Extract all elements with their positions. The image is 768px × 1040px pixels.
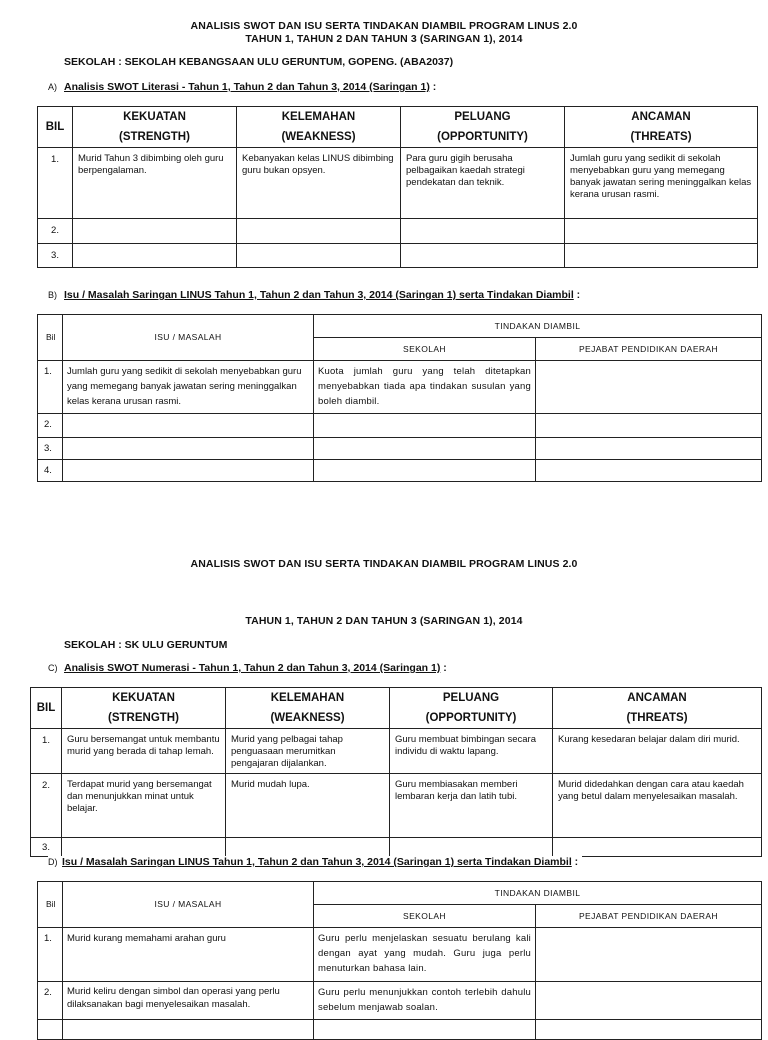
threats-cell: [553, 838, 762, 857]
opportunity-cell: Guru membuat bimbingan secara individu di waktu lapang.: [390, 729, 553, 774]
table-row: [38, 414, 762, 438]
section-b-mark: B): [48, 290, 57, 300]
row-number: 1.: [31, 729, 62, 774]
table-header-row: [38, 315, 762, 338]
isu-cell: Murid kurang memahami arahan guru: [63, 928, 314, 982]
opportunity-cell: Para guru gigih berusaha pelbagaikan kaedah strategi pendekatan dan teknik.: [401, 148, 565, 219]
table-row: [38, 361, 762, 414]
header-bil: BIL: [38, 107, 73, 148]
table-header-row: [38, 882, 762, 905]
header-isu: ISU / MASALAH: [63, 882, 314, 928]
header-opportunity: PELUANG (OPPORTUNITY): [401, 107, 565, 148]
header-ppd: PEJABAT PENDIDIKAN DAERAH: [536, 905, 762, 928]
section-a-title: Analisis SWOT Literasi - Tahun 1, Tahun 2 dan Tahun 3, 2014 (Saringan 1): [64, 81, 430, 93]
opportunity-cell: Guru membiasakan memberi lembaran kerja dan latih tubi.: [390, 774, 553, 838]
header-weakness: KELEMAHAN (WEAKNESS): [237, 107, 401, 148]
sekolah-cell: Guru perlu menunjukkan contoh terlebih dahulu sebelum menjawab soalan.: [314, 982, 536, 1020]
isu-cell: [63, 460, 314, 482]
strength-cell: Terdapat murid yang bersemangat dan menunjukkan minat untuk belajar.: [62, 774, 226, 838]
empty-cell: [536, 1020, 762, 1040]
row-number: 2.: [38, 219, 73, 244]
header-weakness: KELEMAHAN (WEAKNESS): [226, 688, 390, 729]
header-strength: KEKUATAN (STRENGTH): [73, 107, 237, 148]
row-number: 2.: [38, 414, 63, 438]
weakness-cell: Kebanyakan kelas LINUS dibimbing guru bukan opsyen.: [237, 148, 401, 219]
sekolah-cell: [314, 460, 536, 482]
isu-cell: [63, 414, 314, 438]
strength-cell: Guru bersemangat untuk membantu murid yang berada di tahap lemah.: [62, 729, 226, 774]
threats-cell: [565, 219, 758, 244]
row-number: 1.: [38, 361, 63, 414]
isu-literasi-table: [37, 314, 762, 482]
doc2-title-line1: ANALISIS SWOT DAN ISU SERTA TINDAKAN DIAMBIL PROGRAM LINUS 2.0: [190, 558, 578, 570]
strength-cell: [73, 244, 237, 268]
row-number: 2.: [38, 982, 63, 1020]
row-number: 2.: [31, 774, 62, 838]
doc2-school-name: SEKOLAH : SK ULU GERUNTUM: [64, 639, 228, 651]
table-row: [31, 774, 762, 838]
strength-cell: [62, 838, 226, 857]
table-row: [38, 219, 758, 244]
isu-cell: Murid keliru dengan simbol dan operasi yang perlu dilaksanakan bagi menyelesaikan masalah.: [63, 982, 314, 1020]
ppd-cell: [536, 928, 762, 982]
table-header-row: [31, 688, 762, 729]
header-threats: ANCAMAN (THREATS): [553, 688, 762, 729]
empty-cell: [63, 1020, 314, 1040]
table-row: [38, 928, 762, 982]
table-row: [38, 148, 758, 219]
weakness-cell: Murid mudah lupa.: [226, 774, 390, 838]
sekolah-cell: [314, 438, 536, 460]
weakness-cell: [237, 244, 401, 268]
doc1-title-line2: TAHUN 1, TAHUN 2 DAN TAHUN 3 (SARINGAN 1), 2014: [245, 33, 523, 45]
isu-cell: Jumlah guru yang sedikit di sekolah menyebabkan guru yang memegang banyak jawatan sering meninggalkan kelas kerana urusan rasmi.: [63, 361, 314, 414]
ppd-cell: [536, 982, 762, 1020]
sekolah-cell: Kuota jumlah guru yang telah ditetapkan menyebabkan tiada apa tindakan susulan yang boleh diambil.: [314, 361, 536, 414]
table-row: [31, 838, 762, 857]
opportunity-cell: [401, 244, 565, 268]
table-row: [38, 982, 762, 1020]
row-number: 4.: [38, 460, 63, 482]
header-sekolah: SEKOLAH: [314, 338, 536, 361]
ppd-cell: [536, 361, 762, 414]
section-d-title: Isu / Masalah Saringan LINUS Tahun 1, Tahun 2 dan Tahun 3, 2014 (Saringan 1) serta Tindakan Diambil: [62, 856, 572, 868]
strength-cell: [73, 219, 237, 244]
weakness-cell: Murid yang pelbagai tahap penguasaan merumitkan pengajaran dijalankan.: [226, 729, 390, 774]
header-sekolah: SEKOLAH: [314, 905, 536, 928]
doc1-title-line1: ANALISIS SWOT DAN ISU SERTA TINDAKAN DIAMBIL PROGRAM LINUS 2.0: [190, 20, 578, 32]
row-number: 1.: [38, 148, 73, 219]
section-d-heading: D) Isu / Masalah Saringan LINUS Tahun 1, Tahun 2 dan Tahun 3, 2014 (Saringan 1) serta Tindakan Diambil :: [48, 856, 582, 868]
row-number: 3.: [38, 438, 63, 460]
doc1-school-name: SEKOLAH : SEKOLAH KEBANGSAAN ULU GERUNTUM, GOPENG. (ABA2037): [64, 56, 454, 68]
empty-cell: [38, 1020, 63, 1040]
weakness-cell: [226, 838, 390, 857]
ppd-cell: [536, 414, 762, 438]
header-bil: Bil: [38, 882, 63, 928]
section-a-mark: A): [48, 82, 57, 92]
header-ppd: PEJABAT PENDIDIKAN DAERAH: [536, 338, 762, 361]
table-row: [38, 1020, 762, 1040]
section-c-mark: C): [48, 663, 58, 673]
header-opportunity: PELUANG (OPPORTUNITY): [390, 688, 553, 729]
weakness-cell: [237, 219, 401, 244]
ppd-cell: [536, 460, 762, 482]
threats-cell: Murid didedahkan dengan cara atau kaedah yang betul dalam menyelesaikan masalah.: [553, 774, 762, 838]
section-c-title: Analisis SWOT Numerasi - Tahun 1, Tahun 2 dan Tahun 3, 2014 (Saringan 1): [64, 662, 441, 674]
header-tindakan: TINDAKAN DIAMBIL: [314, 315, 762, 338]
section-b-title: Isu / Masalah Saringan LINUS Tahun 1, Tahun 2 dan Tahun 3, 2014 (Saringan 1) serta Tindakan Diambil: [64, 289, 574, 301]
empty-cell: [314, 1020, 536, 1040]
row-number: 3.: [31, 838, 62, 857]
threats-cell: [565, 244, 758, 268]
table-row: [38, 438, 762, 460]
swot-numerasi-table: [30, 687, 762, 857]
section-a-heading: A) Analisis SWOT Literasi - Tahun 1, Tahun 2 dan Tahun 3, 2014 (Saringan 1) :: [48, 81, 437, 93]
isu-cell: [63, 438, 314, 460]
row-number: 1.: [38, 928, 63, 982]
header-isu: ISU / MASALAH: [63, 315, 314, 361]
section-d-mark: D): [48, 857, 58, 867]
strength-cell: Murid Tahun 3 dibimbing oleh guru berpengalaman.: [73, 148, 237, 219]
section-c-heading: C) Analisis SWOT Numerasi - Tahun 1, Tahun 2 dan Tahun 3, 2014 (Saringan 1) :: [48, 662, 447, 674]
header-tindakan: TINDAKAN DIAMBIL: [314, 882, 762, 905]
header-bil: Bil: [38, 315, 63, 361]
row-number: 3.: [38, 244, 73, 268]
threats-cell: Jumlah guru yang sedikit di sekolah menyebabkan guru yang memegang banyak jawatan sering meninggalkan kelas kerana urusan rasmi.: [565, 148, 758, 219]
table-header-row: [38, 107, 758, 148]
ppd-cell: [536, 438, 762, 460]
sekolah-cell: [314, 414, 536, 438]
isu-numerasi-table: [37, 881, 762, 1040]
header-strength: KEKUATAN (STRENGTH): [62, 688, 226, 729]
sekolah-cell: Guru perlu menjelaskan sesuatu berulang kali dengan ayat yang mudah. Guru juga perlu menuturkan bahasa lain.: [314, 928, 536, 982]
opportunity-cell: [401, 219, 565, 244]
swot-literasi-table: [37, 106, 758, 268]
table-row: [31, 729, 762, 774]
doc2-title-line2: TAHUN 1, TAHUN 2 DAN TAHUN 3 (SARINGAN 1), 2014: [245, 615, 523, 627]
header-threats: ANCAMAN (THREATS): [565, 107, 758, 148]
table-row: [38, 460, 762, 482]
threats-cell: Kurang kesedaran belajar dalam diri murid.: [553, 729, 762, 774]
table-row: [38, 244, 758, 268]
opportunity-cell: [390, 838, 553, 857]
header-bil: BIL: [31, 688, 62, 729]
section-b-heading: B) Isu / Masalah Saringan LINUS Tahun 1, Tahun 2 dan Tahun 3, 2014 (Saringan 1) serta Tindakan Diambil :: [48, 289, 581, 301]
